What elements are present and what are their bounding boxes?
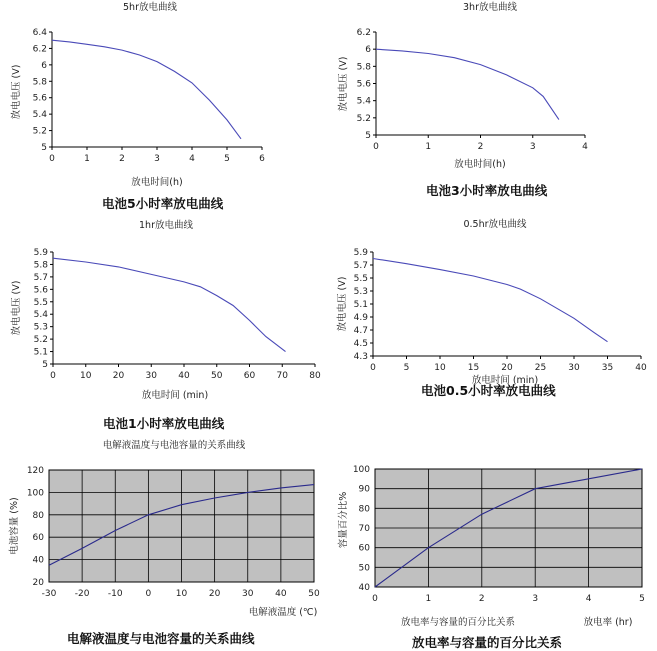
series-line-voltage	[52, 40, 241, 139]
x-tick-label: 1	[425, 142, 432, 152]
x-tick-label: 4	[189, 154, 195, 164]
y-tick-label: 5.2	[33, 335, 48, 346]
x-tick-label: 15	[467, 363, 480, 373]
y-tick-label: 20	[32, 578, 44, 588]
y-axis-label: 放电电压 (V)	[11, 64, 22, 120]
x-tick-label: 40	[275, 589, 287, 599]
y-tick-label: 4.3	[353, 352, 368, 362]
x-tick-label: 2	[477, 142, 484, 152]
y-tick-label: 5.3	[33, 322, 48, 333]
chart-caption: 电池5小时率放电曲线	[102, 196, 224, 211]
y-tick-label: 5.8	[356, 62, 371, 73]
y-tick-label: 5.4	[32, 110, 47, 121]
x-tick-label: 80	[309, 371, 321, 381]
y-tick-label: 6.2	[32, 44, 47, 55]
y-tick-label: 4.7	[353, 326, 368, 336]
chart-caption: 电池1小时率放电曲线	[103, 416, 225, 431]
x-tick-label: 0	[49, 154, 55, 164]
y-tick-label: 5.4	[356, 96, 371, 107]
y-tick-label: 5.2	[356, 113, 371, 124]
x-tick-label: 5	[639, 594, 645, 604]
x-tick-label: 3	[532, 594, 539, 604]
y-tick-label: 5.3	[353, 287, 368, 297]
x-tick-label: 40	[635, 363, 647, 373]
y-tick-label: 40	[358, 583, 370, 593]
x-tick-label: 50	[308, 589, 320, 599]
y-axis-label: 电池容量 (%)	[9, 497, 20, 555]
x-tick-label: 60	[243, 371, 256, 381]
y-tick-label: 6.2	[356, 28, 371, 38]
y-tick-label: 4.9	[353, 313, 368, 323]
y-tick-label: 70	[358, 524, 370, 534]
chart-caption: 电池0.5小时率放电曲线	[421, 383, 556, 398]
y-tick-label: 60	[32, 533, 44, 544]
y-tick-label: 5.1	[353, 300, 368, 310]
x-tick-label: 70	[276, 371, 288, 381]
x-axis-label: 放电时间 (min)	[141, 390, 209, 401]
y-tick-label: 80	[32, 510, 44, 521]
chart-title: 1hr放电曲线	[139, 220, 193, 231]
x-tick-label: 0	[372, 594, 378, 604]
x-tick-label: 2	[119, 154, 125, 164]
y-axis-label: 容量百分比%	[338, 491, 349, 549]
y-tick-label: 5.6	[33, 285, 48, 296]
chart-title: 电解液温度与电池容量的关系曲线	[102, 440, 246, 451]
chart-title: 0.5hr放电曲线	[463, 219, 527, 230]
y-tick-label: 5.6	[356, 79, 371, 90]
y-tick-label: 4.5	[353, 339, 368, 349]
y-tick-label: 5.5	[33, 297, 48, 308]
x-axis-label: 放电时间(h)	[454, 159, 506, 170]
chart-caption: 放电率与容量的百分比关系	[412, 635, 563, 650]
series-line-voltage	[53, 258, 286, 351]
x-tick-label: 2	[478, 594, 485, 604]
x-tick-label: -30	[41, 589, 57, 599]
x-axis-label: 放电时间 (min)	[471, 375, 539, 386]
x-tick-label: 20	[501, 363, 513, 373]
x-tick-label: 3	[154, 154, 160, 164]
x-tick-label: 6	[259, 154, 265, 164]
x-tick-label: 4	[582, 142, 588, 152]
x-axis-label: 放电率 (hr)	[583, 617, 633, 628]
y-tick-label: 5	[42, 360, 48, 370]
y-axis-label: 放电电压 (V)	[337, 276, 348, 332]
series-line-voltage	[376, 49, 559, 119]
y-tick-label: 6	[365, 45, 371, 56]
y-tick-label: 120	[26, 466, 44, 476]
chart-title: 5hr放电曲线	[123, 2, 177, 13]
y-tick-label: 100	[26, 488, 44, 499]
chart-caption: 电解液温度与电池容量的关系曲线	[67, 631, 255, 646]
x-axis-label-2: 放电率与容量的百分比关系	[400, 617, 516, 628]
chart-3hr	[330, 0, 630, 200]
y-tick-label: 5.4	[33, 310, 48, 321]
y-tick-label: 5.7	[353, 261, 368, 271]
y-tick-label: 5.1	[33, 347, 48, 358]
y-tick-label: 80	[358, 504, 370, 515]
chart-0-5hr	[330, 216, 650, 386]
x-tick-label: 30	[242, 589, 254, 599]
y-axis-label: 放电电压 (V)	[11, 280, 22, 336]
y-tick-label: 6	[41, 60, 47, 71]
x-tick-label: 25	[534, 363, 547, 373]
y-tick-label: 5	[365, 131, 371, 141]
x-tick-label: 20	[112, 371, 125, 381]
x-tick-label: 5	[224, 154, 230, 164]
chart-5hr	[0, 0, 280, 200]
x-tick-label: 3	[529, 142, 536, 152]
chart-title: 3hr放电曲线	[463, 2, 517, 13]
y-tick-label: 5.7	[33, 272, 48, 283]
x-tick-label: 50	[211, 371, 223, 381]
x-tick-label: 0	[145, 589, 152, 599]
x-tick-label: 35	[601, 363, 614, 373]
x-tick-label: 1	[425, 594, 432, 604]
x-tick-label: 30	[568, 363, 580, 373]
y-tick-label: 5.8	[32, 77, 47, 88]
y-tick-label: 5	[41, 143, 47, 153]
x-tick-label: 10	[80, 371, 92, 381]
x-tick-label: 30	[145, 371, 157, 381]
chart-caption: 电池3小时率放电曲线	[426, 183, 548, 198]
x-tick-label: 0	[50, 371, 56, 381]
y-tick-label: 40	[32, 555, 44, 566]
y-tick-label: 5.5	[353, 274, 368, 284]
x-tick-label: 4	[585, 594, 592, 604]
chart-rate-capacity	[330, 460, 657, 635]
chart-temperature-capacity	[0, 435, 330, 625]
x-axis-label: 放电时间(h)	[131, 177, 183, 188]
y-tick-label: 5.6	[32, 93, 47, 104]
x-axis-label: 电解液温度 (℃)	[248, 607, 318, 618]
x-tick-label: 40	[178, 371, 190, 381]
y-axis-label: 放电电压 (V)	[338, 56, 349, 112]
chart-1hr	[0, 218, 330, 418]
x-tick-label: 10	[434, 363, 446, 373]
y-tick-label: 5.2	[32, 126, 47, 137]
y-tick-label: 6.4	[32, 28, 47, 38]
x-tick-label: 5	[403, 363, 410, 373]
x-tick-label: 20	[208, 589, 221, 599]
y-tick-label: 5.9	[33, 248, 48, 258]
y-tick-label: 100	[352, 465, 370, 475]
series-line-voltage	[373, 259, 608, 342]
x-tick-label: -20	[74, 589, 90, 599]
y-tick-label: 5.8	[33, 260, 48, 271]
x-tick-label: -10	[107, 589, 123, 599]
x-tick-label: 1	[84, 154, 90, 164]
y-tick-label: 5.9	[353, 248, 368, 258]
y-tick-label: 50	[358, 563, 370, 574]
x-tick-label: 0	[370, 363, 376, 373]
x-tick-label: 0	[373, 142, 379, 152]
y-tick-label: 90	[358, 484, 370, 495]
y-tick-label: 60	[358, 543, 370, 554]
x-tick-label: 10	[175, 589, 188, 599]
